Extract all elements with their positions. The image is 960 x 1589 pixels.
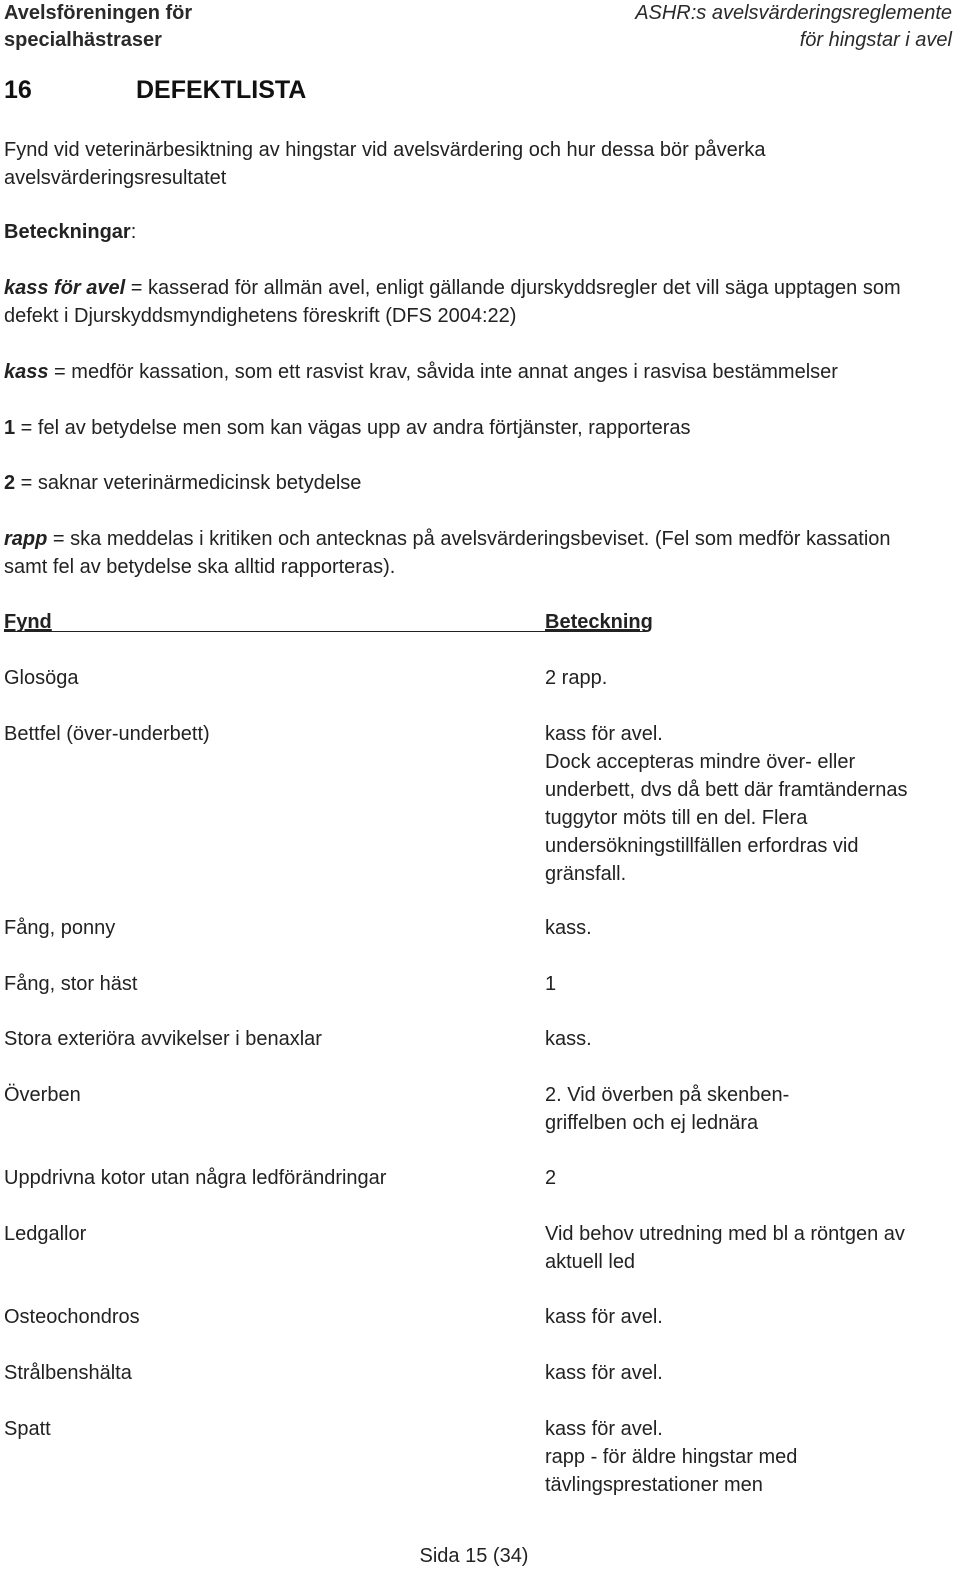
page-number: Sida 15 (34) (419, 1545, 529, 1567)
legend-heading (4, 218, 934, 246)
finding-cell: Överben (4, 1084, 81, 1106)
legend-heading-colon: : (130, 221, 137, 243)
legend-item (4, 358, 934, 386)
finding-cell: Strålbenshälta (4, 1362, 132, 1384)
finding-cell: Fång, ponny (4, 917, 116, 939)
designation-cell: 1 (545, 973, 557, 995)
legend-item (4, 469, 934, 497)
legend-definition: = medför kassation, som ett rasvist krav, såvida inte annat anges i rasvisa bestämmelser (48, 361, 838, 383)
organization-name-line1: Avelsföreningen för (4, 2, 193, 24)
document-title (552, 0, 952, 54)
organization-name (4, 0, 304, 54)
designation-cell: 2 (545, 1167, 557, 1189)
legend-item (4, 525, 934, 581)
finding-cell: Stora exteriöra avvikelser i benaxlar (4, 1028, 322, 1050)
legend-item (4, 414, 934, 442)
section-title: DEFEKTLISTA (136, 76, 307, 104)
legend-term: kass för avel (4, 277, 126, 299)
header-underline (4, 631, 647, 632)
legend-definition: = ska meddelas i kritiken och antecknas på avelsvärderingsbeviset. (Fel som medför kassation samt fel av betydelse ska alltid rapporteras). (4, 528, 891, 578)
column-header-designation: Beteckning (545, 611, 653, 633)
section-number: 16 (4, 76, 32, 104)
finding-cell: Fång, stor häst (4, 973, 138, 995)
finding-cell: Spatt (4, 1418, 51, 1440)
finding-cell: Osteochondros (4, 1306, 140, 1328)
finding-cell: Glosöga (4, 667, 79, 689)
document-title-line2: för hingstar i avel (799, 29, 952, 51)
designation-cell: kass för avel. (545, 1362, 663, 1384)
legend-term: 2 (4, 472, 16, 494)
legend-definition: = kasserad för allmän avel, enligt gällande djurskyddsregler det vill säga upptagen som defekt i Djurskyddsmyndighetens föreskrift (DFS 2004:22) (4, 277, 901, 327)
column-header-finding: Fynd (4, 611, 52, 633)
designation-cell: kass för avel. (545, 1306, 663, 1328)
designation-cell: kass för avel. rapp - för äldre hingstar med tävlingsprestationer men (545, 1418, 798, 1496)
designation-cell: 2. Vid överben på skenben- griffelben och ej lednära (545, 1084, 790, 1134)
legend-item (4, 274, 934, 330)
finding-cell: Uppdrivna kotor utan några ledförändringar (4, 1167, 387, 1189)
legend-heading-text: Beteckningar (4, 221, 131, 243)
designation-cell: kass. (545, 1028, 592, 1050)
designation-cell: kass. (545, 917, 592, 939)
intro-paragraph: Fynd vid veterinärbesiktning av hingstar vid avelsvärdering och hur dessa bör påverka avelsvärderingsresultatet (4, 139, 766, 189)
finding-cell: Bettfel (över-underbett) (4, 723, 210, 745)
document-title-line1: ASHR:s avelsvärderingsreglemente (635, 2, 952, 24)
legend-definition: = saknar veterinärmedicinsk betydelse (15, 472, 362, 494)
organization-name-line2: specialhästraser (4, 29, 162, 51)
designation-cell: 2 rapp. (545, 667, 608, 689)
designation-cell: Vid behov utredning med bl a röntgen av aktuell led (545, 1223, 905, 1273)
legend-term: 1 (4, 417, 16, 439)
legend-term: rapp (4, 528, 48, 550)
legend-definition: = fel av betydelse men som kan vägas upp av andra förtjänster, rapporteras (15, 417, 691, 439)
legend-term: kass (4, 361, 49, 383)
finding-cell: Ledgallor (4, 1223, 87, 1245)
section-heading (4, 74, 306, 106)
designation-cell: kass för avel. Dock accepteras mindre över- eller underbett, dvs då bett där framtändernas tuggytor möts till en del. Flera undersökningstillfällen erfordras vid gränsfall. (545, 723, 908, 885)
